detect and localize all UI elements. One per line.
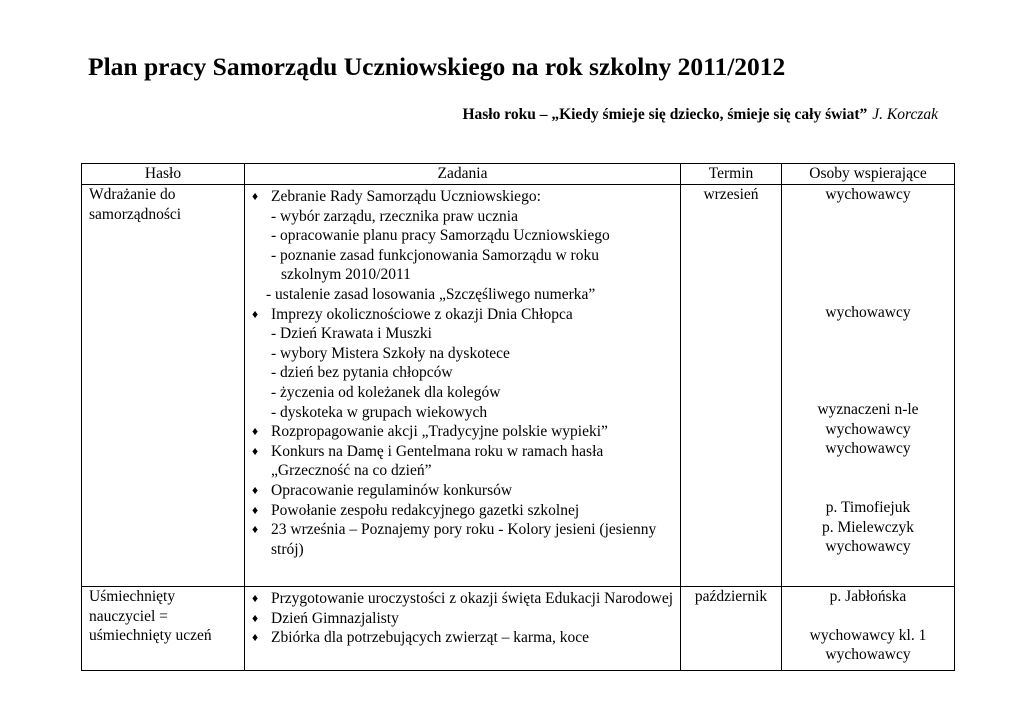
haslo-cell [82, 185, 245, 587]
tasks-cell [245, 185, 681, 587]
diamond-bullet-icon: ♦ [252, 591, 259, 605]
diamond-bullet-icon: ♦ [252, 424, 259, 439]
diamond-bullet-icon: ♦ [252, 522, 259, 537]
diamond-bullet-icon: ♦ [252, 189, 259, 203]
plan-table [81, 163, 955, 671]
osoby-cell [782, 185, 955, 587]
supporting-person: wyznaczeni n-le [817, 401, 919, 419]
supporting-person: wychowawcy [825, 538, 911, 556]
task-item [252, 501, 675, 521]
diamond-bullet-icon: ♦ [252, 482, 259, 497]
table-header-row [82, 164, 955, 185]
task-text: Przygotowanie uroczystości z okazji święta Edukacji Narodowej [271, 590, 674, 607]
header-termin: Termin [681, 164, 782, 185]
task-text: Rozpropagowanie akcji „Tradycyjne polskie wypieki” [271, 423, 608, 441]
tasks-cell [245, 587, 681, 671]
subtask: - dzień bez pytania chłopców [271, 364, 453, 382]
page-title: Plan pracy Samorządu Uczniowskiego na rok szkolny 2011/2012 [88, 52, 786, 81]
task-text: Dzień Gimnazjalisty [271, 609, 399, 627]
termin-cell: wrzesień [681, 185, 782, 587]
subtask: - ustalenie zasad losowania „Szczęśliwego numerka” [266, 285, 596, 303]
spacer [787, 607, 949, 626]
spacer [787, 459, 949, 498]
subtask: - życzenia od koleżanek dla kolegów [271, 383, 501, 401]
task-item [252, 422, 675, 442]
diamond-bullet-icon: ♦ [252, 443, 259, 458]
task-item [252, 305, 675, 325]
task-text: Powołanie zespołu redakcyjnego gazetki szkolnej [271, 501, 580, 519]
task-item [252, 442, 675, 481]
haslo-cell [82, 587, 245, 671]
task-item [252, 628, 675, 648]
task-text: Zbiórka dla potrzebujących zwierząt – karma, koce [271, 629, 590, 647]
diamond-bullet-icon: ♦ [252, 306, 259, 321]
task-text: Konkurs na Damę i Gentelmana roku w ramach hasła „Grzeczność na co dzień” [271, 442, 604, 480]
haslo-line: uśmiechnięty uczeń [89, 627, 212, 645]
subtask-continuation: szkolnym 2010/2011 [281, 266, 411, 284]
supporting-person: wychowawcy [825, 440, 911, 458]
subtask: - dyskoteka w grupach wiekowych [271, 403, 488, 421]
supporting-person: wychowawcy [825, 420, 911, 438]
task-text: 23 września – Poznajemy pory roku - Kolory jesieni (jesienny strój) [271, 521, 657, 558]
header-osoby: Osoby wspierające [782, 164, 955, 185]
table-row [82, 587, 955, 671]
osoby-cell [782, 587, 955, 671]
task-text: Imprezy okolicznościowe z okazji Dnia Chłopca [271, 305, 573, 323]
subtask: - wybory Mistera Szkoły na dyskotece [271, 344, 510, 362]
supporting-person: p. Mielewczyk [821, 518, 915, 536]
task-text: Opracowanie regulaminów konkursów [271, 481, 513, 499]
supporting-person: p. Jabłońska [829, 588, 907, 605]
haslo-line: Wdrażanie do [89, 186, 176, 203]
diamond-bullet-icon: ♦ [252, 630, 259, 645]
task-item [252, 589, 675, 609]
task-item [252, 187, 675, 207]
diamond-bullet-icon: ♦ [252, 610, 259, 625]
haslo-line: nauczyciel = [89, 607, 168, 625]
subtask: - opracowanie planu pracy Samorządu Uczniowskiego [271, 227, 610, 245]
subtask: - Dzień Krawata i Muszki [271, 325, 432, 343]
spacer [787, 205, 949, 303]
haslo-line: Uśmiechnięty [89, 588, 176, 605]
task-item [252, 609, 675, 629]
haslo-line: samorządności [89, 205, 182, 223]
supporting-person: wychowawcy [825, 646, 911, 664]
table-row [82, 185, 955, 587]
termin-cell: październik [681, 587, 782, 671]
task-item [252, 520, 675, 559]
supporting-person: wychowawcy kl. 1 [809, 626, 927, 644]
motto-author: J. Korczak [872, 106, 938, 123]
motto-text: Hasło roku – „Kiedy śmieje się dziecko, śmieje się cały świat” [462, 106, 868, 123]
spacer [787, 322, 949, 400]
subtask: - wybór zarządu, rzecznika praw ucznia [271, 207, 518, 225]
motto [0, 106, 938, 124]
header-zadania: Zadania [245, 164, 681, 185]
task-text: Zebranie Rady Samorządu Uczniowskiego: [271, 188, 541, 205]
subtask: - poznanie zasad funkcjonowania Samorządu w roku [271, 246, 599, 264]
diamond-bullet-icon: ♦ [252, 502, 259, 517]
supporting-person: wychowawcy [825, 303, 911, 321]
task-item [252, 481, 675, 501]
header-haslo: Hasło [82, 164, 245, 185]
supporting-person: p. Timofiejuk [825, 498, 911, 516]
supporting-person: wychowawcy [825, 186, 911, 203]
